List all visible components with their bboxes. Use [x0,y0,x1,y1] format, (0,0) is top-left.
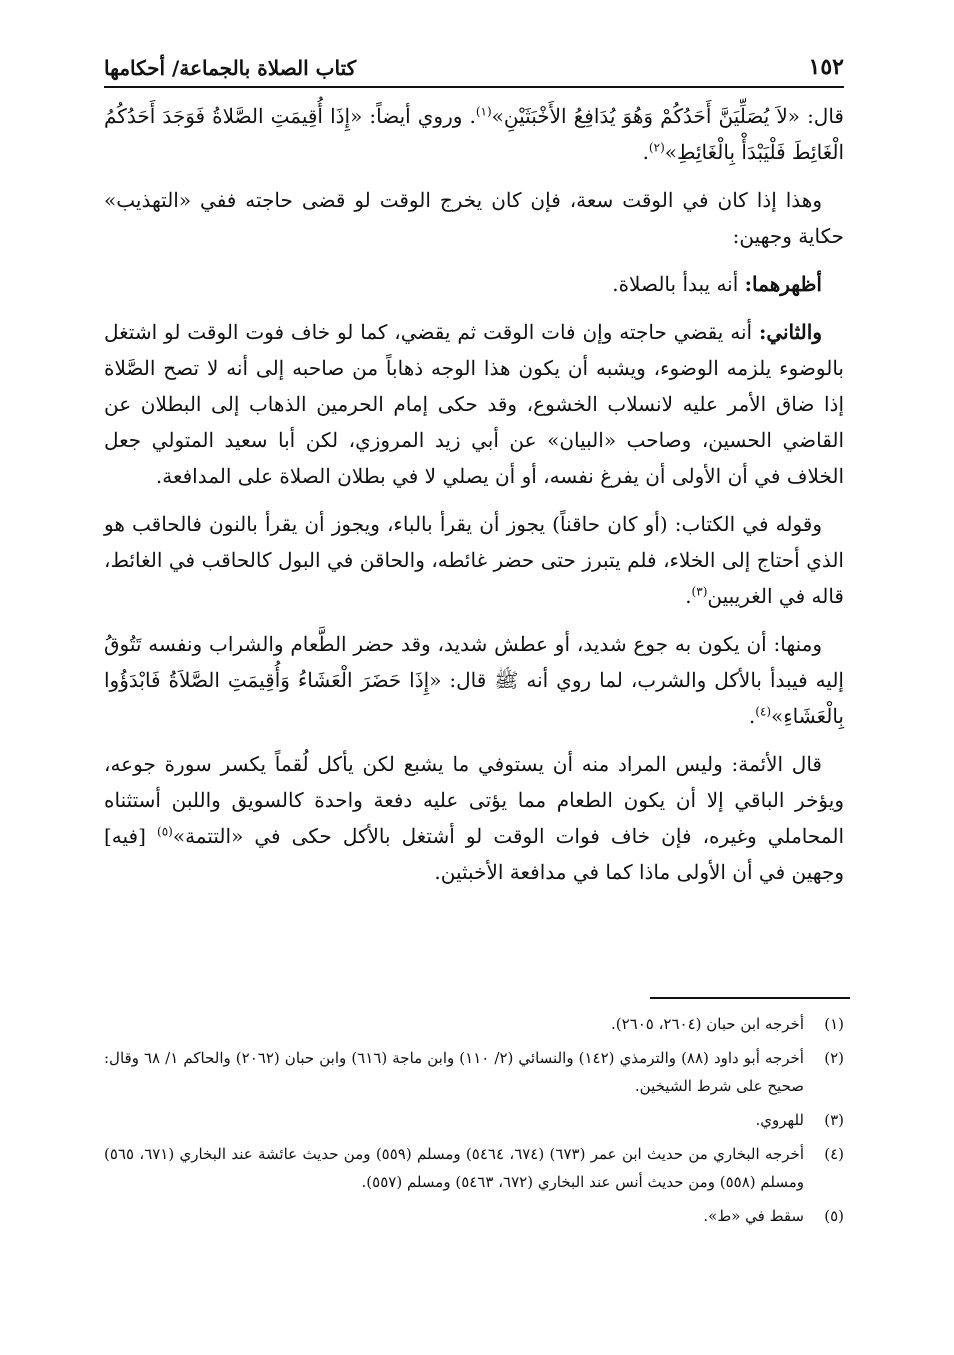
paragraph-text: قال الأئمة: وليس المراد منه أن يستوفي ما يشبع لكن يأكل لُقماً يكسر سورة جوعه، ويؤخر الباقي إلا أن يكون الطعام مما يؤتى عليه دفعة واحدة كالسويق واللبن أستثناه المحاملي وغيره، فإن خاف فوات الوقت لو أشتغل بالأكل حكى في «التتمة» [104,752,845,848]
footnote-item [104,1010,844,1038]
footnote-number: (٢) [824,1049,844,1067]
footnote-item [104,1106,844,1134]
paragraph-text: وقوله في الكتاب: (أو كان حاقناً) يجوز أن يقرأ بالباء، ويجوز أن يقرأ بالنون فالحاقب هو الذي أحتاج إلى الخلاء، فلم يتبرز حتى حضر غائطه، والحاقن في البول كالحاقب في الغائط، قاله في الغريبين [104,512,844,608]
paragraph-2 [104,182,844,254]
footnote-ref: (١) [475,104,492,119]
footnote-text: أخرجه البخاري من حديث ابن عمر (٦٧٣) (٦٧٤، ٥٤٦٤) ومسلم (٥٥٩) ومن حديث عائشة عند البخاري (٦٧١، ٥٦٥) ومسلم (٥٥٨) ومن حديث أنس عند البخاري (٦٧٢، ٥٤٦٣) ومسلم (٥٥٧). [104,1145,804,1191]
footnote-rule [650,997,850,999]
footnote-number: (١) [824,1015,844,1033]
page-number: ١٥٢ [808,54,844,80]
footnote-number: (٥) [824,1207,844,1225]
paragraph-text: أنه يقضي حاجته وإن فات الوقت ثم يقضي، كما لو خاف فوت الوقت لو اشتغل بالوضوء يلزمه الوضوء، ويشبه أن يكون هذا الوجه ذهاباً من صاحبه إلى أنه لا تصح الصَّلاة إذا ضاق الأمر عليه لانسلاب الخشوع، وقد حكى إمام الحرمين الذهاب إلى البطلان عن القاضي الحسين، وصاحب «البيان» عن أبي زيد المروزي، لكن أبا سعيد المتولي جعل الخلاف في أن الأولى أن يفرغ نفسه، أو أن يصلي لا في بطلان الصلاة على المدافعة. [104,320,844,488]
paragraph-text: . وروي أيضاً: «إِذَا أُقِيمَتِ الصَّلاةُ فَوَجَدَ أَحَدُكُمُ الْغَائِطَ فَلْيَبْدَأْ بِالْغَائِطِ» [104,104,844,164]
paragraph-text: قال: «لاَ يُصَلِّيَنَّ أَحَدُكُمْ وَهُوَ يُدَافِعُ الأَخْبَثَيْنِ» [491,104,844,128]
footnote-item [104,1140,844,1196]
paragraph-4 [104,314,844,494]
footnote-item [104,1202,844,1230]
paragraph-7 [104,746,844,890]
footnotes [104,1010,844,1236]
paragraph-text: . [685,584,692,608]
paragraph-6 [104,626,844,734]
header-rule [104,86,844,88]
footnote-text: سقط في «ط». [703,1207,804,1225]
paragraph-text: [فيه] وجهين في أن الأولى ماذا كما في مدافعة الأخبثين. [104,824,844,884]
paragraph-text: أنه يبدأ بالصلاة. [612,272,745,296]
footnote-text: للهروي. [755,1111,804,1129]
main-text [104,98,844,890]
paragraph-lead: والثاني: [758,320,822,344]
footnote-number: (٤) [824,1145,844,1163]
footnote-text: أخرجه ابن حبان (٢٦٠٤، ٢٦٠٥). [610,1015,804,1033]
footnote-ref: (٤) [755,704,772,719]
page-header [104,40,844,80]
footnote-ref: (٢) [648,140,665,155]
footnote-ref: (٣) [691,584,708,599]
running-title: كتاب الصلاة بالجماعة/ أحكامها [104,56,357,80]
footnote-number: (٣) [824,1111,844,1129]
footnote-ref: (٥) [157,824,173,839]
paragraph-text: وهذا إذا كان في الوقت سعة، فإن كان يخرج الوقت لو قضى حاجته ففي «التهذيب» حكاية وجهين: [104,188,844,248]
paragraph-1 [104,98,844,170]
paragraph-5 [104,506,844,614]
paragraph-3 [104,266,844,302]
page [104,40,844,902]
footnote-text: أخرجه أبو داود (٨٨) والترمذي (١٤٢) والنسائي (٢/ ١١٠) وابن ماجة (٦١٦) وابن حبان (٢٠٦٢) والحاكم ١/ ٦٨ وقال: صحيح على شرط الشيخين. [104,1049,804,1095]
footnote-item [104,1044,844,1100]
paragraph-text: ومنها: أن يكون به جوع شديد، أو عطش شديد، وقد حضر الطَّعام والشراب ونفسه تَتُوقُ إليه فيبدأ بالأكل والشرب، لما روي أنه ﷺ قال: «إِذَا حَضَرَ الْعَشَاءُ وَأُقِيمَتِ الصَّلاَةُ فَابْدَؤُوا بِالْعَشَاءِ» [104,632,844,728]
paragraph-text: . [748,704,756,728]
paragraph-text: . [642,140,649,164]
paragraph-lead: أظهرهما: [744,272,822,296]
